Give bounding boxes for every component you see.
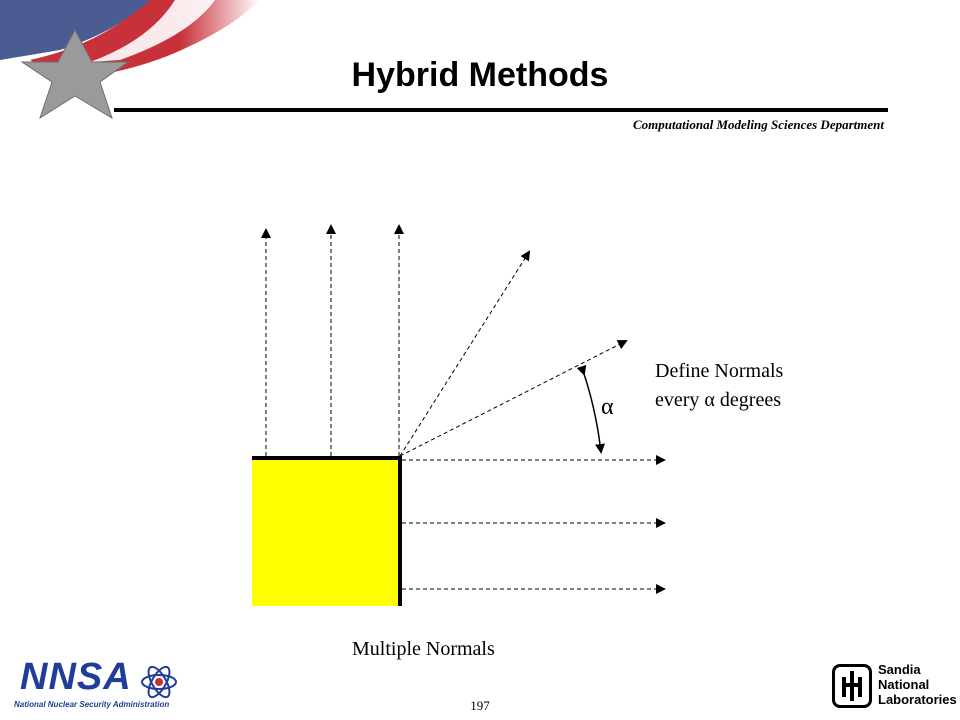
sandia-line1: Sandia [878,662,921,677]
nnsa-text: National Nuclear Security Administration [14,700,170,709]
define-normals-line2 [655,389,781,412]
nnsa-letters: NNSA [20,656,132,698]
alpha-label: α [601,394,614,420]
define-normals-line1: Define Normals [655,360,784,382]
page-number: 197 [470,698,490,713]
sandia-thunderbird-icon [832,664,872,708]
normal-arrow-diag-30 [400,341,626,456]
nnsa-atom-icon [139,662,179,702]
sandia-logo [832,662,957,714]
define-alpha: α [704,389,715,411]
normal-arrow-diag-60 [400,252,529,456]
define-every: every [655,389,700,411]
diagram-caption: Multiple Normals [352,638,495,660]
sandia-line3: Laboratories [878,692,957,707]
department-name: Computational Modeling Sciences Department [633,117,884,132]
define-degrees: degrees [719,389,781,411]
alpha-angle-arc [584,374,601,452]
yellow-box [252,458,400,606]
slide-title: Hybrid Methods [351,56,609,94]
sandia-line2: National [878,677,930,692]
